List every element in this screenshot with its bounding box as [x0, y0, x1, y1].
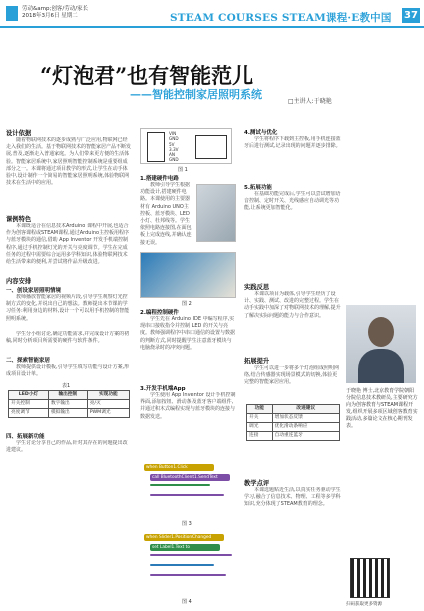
function-table: [8, 390, 130, 418]
code-block: [150, 484, 210, 486]
table-row: [9, 400, 130, 409]
heading-content: 内容安排: [6, 278, 32, 285]
pin-label: GND: [169, 157, 179, 163]
text-teach: 本课选题贴近生活,以真实任务驱动学生学习,融合了信息技术、物理、工程等多学科知识,充分体现了STEAM教育的理念。: [244, 487, 341, 508]
code-block: [150, 564, 214, 566]
text-sec3: 学生讨论分享自己的作品,针对其存在的问题提出改进建议。: [6, 440, 128, 454]
article-subtitle: ——智能控制家居照明系统: [130, 88, 262, 101]
table-row: [247, 423, 340, 432]
heading-design: 设计依据: [6, 130, 32, 137]
text-hw: 教师引导学生根据功能设计,搭建硬件电路。本课使用的主要器材有 Arduino UNO主控板、蓝牙模块、LED小灯、杜邦线等。学生依照电路连接图,在面包板上完成连线,并确认连接无误。: [140, 182, 192, 246]
table-cell: 优化滑动条响应: [272, 423, 339, 432]
text-ext: 在基础功能完成后,学生可以尝试增加语音控制、定时开关、光线感应自动调光等功能,让系统更加智能化。: [244, 191, 341, 212]
text-prog: 学生先在 Arduino IDE 中编写程序,实现串口接收指令并控制 LED 的开关与亮度。教师强调程序中串口通信的设置与数据的判断方式,同时提醒学生注意蓝牙模块与电脑烧录时的冲突问题。: [140, 316, 236, 351]
table-cell: 调光: [247, 423, 273, 432]
paper-name: 劳动&amp;创客/劳动/家长: [22, 6, 89, 12]
table-cell: 连接: [247, 432, 273, 441]
text-sec2: 教师提供设计模板,引导学生填写功能与设计方案,形成项目设计单。: [6, 364, 130, 378]
author-bio: 于晓艳 博士,北京教育学院朝阳分院信息技术教研员,主要研究方向为创客教育与STEAM课程开发,组织开展多项区域创客教育实践活动,多篇论文在核心期刊发表。: [346, 388, 418, 429]
code-blocks-2: [140, 530, 236, 596]
fig3-caption: 图 3: [182, 521, 192, 527]
text-expand: 学生可以进一步将多个灯泡组成照明网络,结合传感器实现场景模式的切换,体验更完整的智能家居应用。: [244, 365, 340, 386]
text-sec1: 教师播放智能家居的视频片段,引导学生观察灯光控制方式的变化,并说出自己的想法。教师提出本节课的学习任务:利用身边的材料,设计一个可以用手机控制的智能照明系统。: [6, 294, 130, 322]
pin-label: VIN: [169, 131, 177, 136]
table-header-row: [247, 405, 340, 414]
code-blocks-1: [140, 460, 236, 518]
section-title: STEAM COURSES STEAM课程·E教中国: [170, 12, 392, 24]
table-header: 输出控制: [48, 391, 87, 400]
text-goals: 本课既适合在信息技术Arduino 课程中开展,也适合作为创客课程或STEAM课程,通过Arduino主控板用程序与蓝牙模块的通信,借助 App Inventor 开发手机端控制程序,通过手机控制灯光的开关与亮度调节。学生在完成任务的过程中需要综合运用多学科知识,体验物联网技术给生活带来的便利,并尝试将作品升级改进。: [6, 223, 130, 266]
improvement-table: [246, 404, 340, 441]
table-cell: 数字输出: [48, 400, 87, 409]
circuit-photo: [196, 184, 236, 242]
code-block: when Slider1.PositionChanged: [144, 534, 224, 541]
heading-teach: 教学点评: [244, 480, 270, 487]
heading-ext: 5.拓展功能: [244, 185, 272, 191]
heading-prog: 2.编程控制硬件: [140, 310, 179, 316]
pin-label: AN: [169, 152, 175, 158]
avatar-body: [358, 349, 404, 383]
code-block: [150, 574, 226, 576]
text-test: 学生将程序下载到主控板,用手机连接蓝牙后进行测试,记录出现的问题并逐步排除。: [244, 136, 341, 150]
article-author: □主讲人:于晓艳: [288, 98, 332, 105]
heading-sec1: 一、创设家居照明情境: [6, 288, 62, 294]
heading-expand: 拓展提升: [244, 358, 270, 365]
text-app: 学生使用 App Inventor 设计手机控制界面,添加按钮、滑动条及蓝牙客户端组件,并通过积木式编程实现与蓝牙模块的连接与数据发送。: [140, 392, 236, 420]
table-header: 功能: [247, 405, 273, 414]
table-header: 实现功能: [87, 391, 129, 400]
heading-hw: 1.搭建硬件电路: [140, 176, 179, 182]
code-block: [150, 494, 224, 496]
newspaper-logo-icon: [6, 6, 18, 21]
table-cell: 模拟输出: [48, 409, 87, 418]
text-practice: 本课以项目为载体,引导学生经历了设计、实践、测试、改进的完整过程。学生在动手实践中加深了对物联网技术的理解,提升了解决实际问题的能力与合作意识。: [244, 291, 341, 319]
heading-sec2: 二、探索智能家居: [6, 358, 51, 364]
board-outline-icon: [147, 132, 165, 162]
table-row: [9, 409, 130, 418]
table-cell: 开关: [247, 414, 273, 423]
fig2-caption: 图 2: [182, 301, 192, 307]
table-cell: 开关控制: [9, 400, 49, 409]
table-header-row: [9, 391, 130, 400]
pin-diagram: [140, 128, 232, 164]
heading-goals: 课例特色: [6, 216, 32, 223]
text-sec1b: 学生分小组讨论,确定功能需求,并完成设计方案的初稿,同时分析项目所需要的硬件与软件条件。: [6, 331, 130, 345]
qr-caption: 扫码获取更多资源: [346, 602, 382, 607]
qr-code-icon[interactable]: [350, 558, 390, 598]
code-block: [150, 554, 232, 556]
header-meta: [22, 6, 88, 20]
heading-practice: 实践反思: [244, 284, 270, 291]
heading-sec3: 四、拓展新功能: [6, 434, 45, 440]
page-header: [0, 0, 424, 28]
code-block: set Label1.Text to: [150, 544, 220, 551]
pin-label: 3.3V: [169, 146, 179, 152]
table-cell: 自动重连蓝牙: [272, 432, 339, 441]
heading-test: 4.测试与优化: [244, 130, 278, 136]
table-cell: PWM调光: [87, 409, 129, 418]
table-cell: 亮/灭: [87, 400, 129, 409]
pin-label: 5V: [169, 141, 175, 147]
heading-app: 3.开发手机端App: [140, 386, 186, 392]
article-title: “灯泡君”也有智能范儿: [40, 63, 254, 88]
table-cell: 增加状态反馈: [272, 414, 339, 423]
pin-labels: [169, 131, 179, 163]
table-row: [247, 414, 340, 423]
code-block: call BluetoothClient1.SendText: [150, 474, 230, 481]
fig4-caption: 图 4: [182, 599, 192, 605]
table-row: [247, 432, 340, 441]
text-design: 随着物联网技术的逐步成熟与广泛应用,物联网已经走入我们的生活。基于物联网技术的智能家居产品不断发展,普及,逐渐走入普通家庭。为人们带来更方便的生活体验。智能家居系统中,家居照明智能控制系统是重要组成部分之一。本课将通过项目教学的形式,让学生在动手体验中,设计制作一个简易的智能家居照明系统,体验物联网技术在生活中的应用。: [6, 137, 131, 187]
author-photo: [346, 305, 416, 383]
table-cell: 亮度调节: [9, 409, 49, 418]
avatar: [368, 317, 394, 347]
pin-label: GND: [169, 136, 179, 142]
page-number: 37: [402, 8, 420, 23]
hardware-photo: [140, 252, 236, 298]
table-header: 改进建议: [272, 405, 339, 414]
arduino-board-icon: [195, 135, 227, 159]
fig1-caption: 图 1: [178, 167, 188, 173]
code-block: when Button1.Click: [144, 464, 214, 471]
table1-caption: 表1: [62, 383, 71, 389]
issue-date: 2018年3月6日 星期二: [22, 13, 78, 19]
table-header: LED小灯: [9, 391, 49, 400]
